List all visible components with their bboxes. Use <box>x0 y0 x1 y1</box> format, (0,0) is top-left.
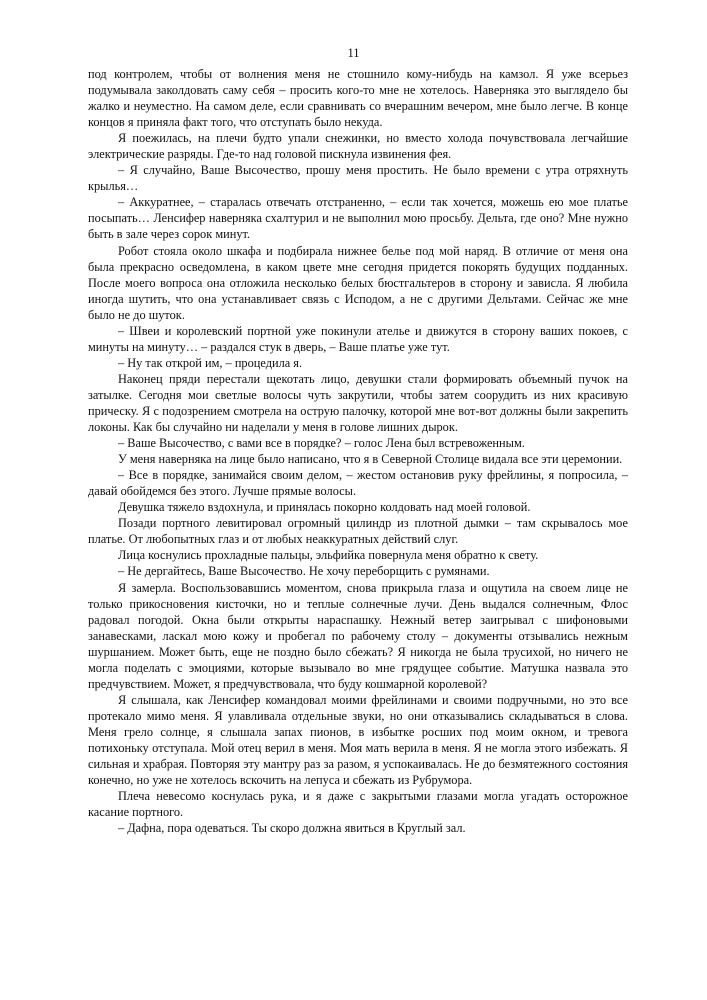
paragraph-2: Я поежилась, на плечи будто упали снежинки, но вместо холода почувствовала легчайшие электрические разряды. Где-то над головой пискнула извинения фея. <box>88 131 628 162</box>
paragraph-8: Наконец пряди перестали щекотать лицо, девушки стали формировать объемный пучок на затылке. Сегодня мои светлые волосы чуть закрутили, чтобы затем соорудить из них красивую прическу. Я с подозрением смотрела на острую палочку, которой мне вот-вот должны были закрепить локоны. Как бы случайно ни наделали у меня в голове лишних дырок. <box>88 371 628 435</box>
paragraph-10: У меня наверняка на лице было написано, что я в Северной Столице видала все эти церемонии. <box>118 452 623 467</box>
paragraph-17: Я слышала, как Ленсифер командовал моими фрейлинами и своими подручными, но это все протекало мимо меня. Я улавливала отдельные звуки, но они отказывались складываться в слова. Меня грело солнце, я слышала запах пионов, в избытке росших под моим окном, и тревога потихоньку отступала. Мой отец верил в меня. Моя мать верила в меня. Я не могла этого избежать. Я сильная и храбрая. Повторяя эту мантру раз за разом, я успокаивалась. Не до безмятежного состояния конечно, но уже не хотелось вскочить на лепуса и сбежать из Рубрумора. <box>88 692 628 788</box>
paragraph-5: Робот стояла около шкафа и подбирала нижнее белье под мой наряд. В отличие от меня она была прекрасно осведомлена, в каком цвете мне сегодня придется покорять будущих подданных. После моего вопроса она отложила несколько белых бюстгальтеров в сторону и зависла. Я любила иногда шутить, что она устанавливает связь с Исподом, а не с другими Дельтами. Сейчас же мне было не до шуток. <box>88 243 628 322</box>
page-text <box>88 66 628 836</box>
paragraph-4: – Аккуратнее, – старалась отвечать отстраненно, – если так хочется, можешь ею мое платье посыпать… Ленсифер наверняка схалтурил и не выполнил мою просьбу. Дельта, где оно? Мне нужно быть в зале через сорок минут. <box>88 195 628 242</box>
paragraph-15: – Не дергайтесь, Ваше Высочество. Не хочу переборщить с румянами. <box>118 564 490 579</box>
paragraph-19: – Дафна, пора одеваться. Ты скоро должна явиться в Круглый зал. <box>118 821 466 836</box>
paragraph-6: – Швеи и королевский портной уже покинули ателье и движутся в сторону ваших покоев, с минуты на минуту… – раздался стук в дверь, – Ваше платье уже тут. <box>88 323 628 354</box>
paragraph-3: – Я случайно, Ваше Высочество, прошу меня простить. Не было времени с утра отряхнуть крылья… <box>88 163 628 194</box>
paragraph-9: – Ваше Высочество, с вами все в порядке? – голос Лена был встревоженным. <box>118 436 525 451</box>
paragraph-12: Девушка тяжело вздохнула, и принялась покорно колдовать над моей головой. <box>118 500 531 515</box>
paragraph-11: – Все в порядке, занимайся своим делом, – жестом остановив руку фрейлины, я попросила, – давай обойдемся без этого. Лучше прямые волосы. <box>88 468 628 499</box>
paragraph-16: Я замерла. Воспользовавшись моментом, снова прикрыла глаза и ощутила на своем лице не только прикосновения кисточки, но и теплые солнечные лучи. День выдался солнечным, Флос радовал погодой. Окна были открыты нараспашку. Нежный ветер заигрывал с шифоновыми занавесками, ласкал мою кожу и пробегал по рабочему столу – документы отзывались нежным шуршанием. Может быть, еще не поздно было сбежать? Я никогда не была трусихой, но ничего не могла поделать с эмоциями, которые вызывало во мне грядущее событие. Матушка назвала это предчувствием. Может, я предчувствовала, что буду кошмарной королевой? <box>88 580 628 691</box>
paragraph-1: под контролем, чтобы от волнения меня не стошнило кому-нибудь на камзол. Я уже всерьез подумывала заколдовать саму себя – просить кого-то мне не хотелось. Наверняка это выглядело бы жалко и неуместно. На самом деле, если сравнивать со вчерашним вечером, мне было легче. В конце концов я приняла факт того, что отступать было некуда. <box>88 67 628 130</box>
paragraph-18: Плеча невесомо коснулась рука, и я даже с закрытыми глазами могла угадать осторожное касание портного. <box>88 789 628 820</box>
paragraph-13: Позади портного левитировал огромный цилиндр из плотной дымки – там скрывалось мое платье. От любопытных глаз и от любых неаккуратных действий слуг. <box>88 516 628 547</box>
paragraph-7: – Ну так открой им, – процедила я. <box>118 355 303 370</box>
page-number: 11 <box>347 46 360 60</box>
paragraph-14: Лица коснулись прохладные пальцы, эльфийка повернула меня обратно к свету. <box>118 548 539 563</box>
